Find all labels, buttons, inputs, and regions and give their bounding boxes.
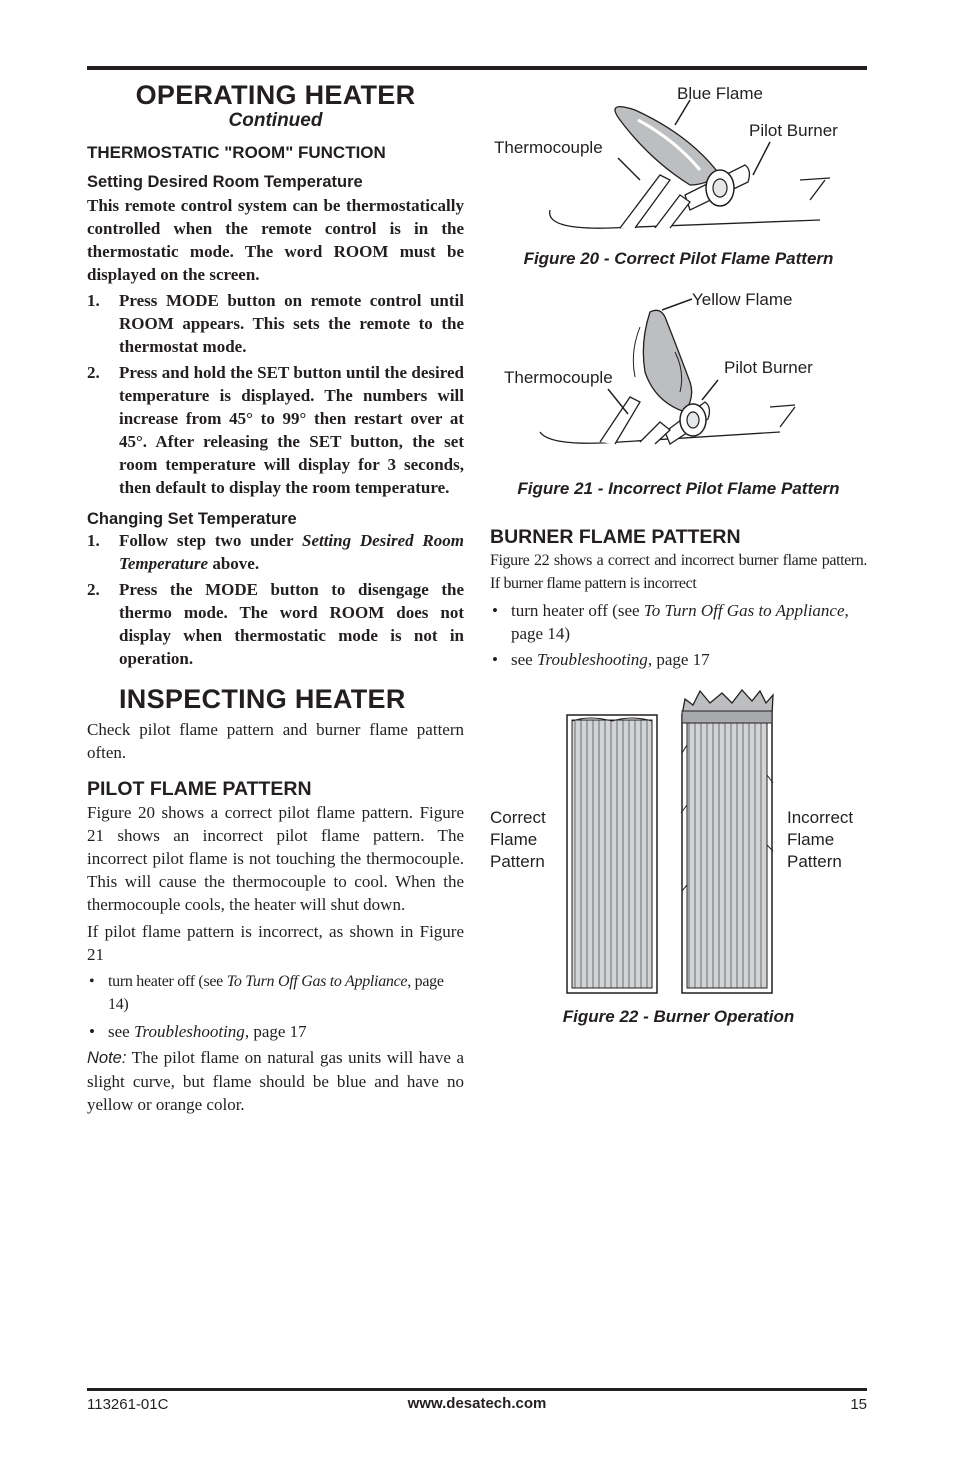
figure-20 xyxy=(490,80,867,280)
label-correct-1: Correct xyxy=(490,808,546,827)
list-item: • turn heater off (see To Turn Off Gas to Appliance, page 14) xyxy=(87,970,464,1016)
pilot-paragraph-1: Figure 20 shows a correct pilot flame pattern. Figure 21 shows an incorrect pilot flame pattern. The incorrect pilot flame is not touching the thermocouple. This will cause the thermocouple to cool. When the thermocouple cools, the heater will shut down. xyxy=(87,803,464,914)
burner-section xyxy=(490,525,867,671)
label-pilot-burner: Pilot Burner xyxy=(749,121,838,140)
thermostatic-heading: THERMOSTATIC "ROOM" FUNCTION xyxy=(87,143,386,162)
label-blue-flame: Blue Flame xyxy=(677,84,763,103)
left-column xyxy=(87,80,464,1116)
doc-number: 113261-01C xyxy=(87,1396,169,1413)
note-paragraph: Note: The pilot flame on natural gas units will have a slight curve, but flame should be blue and have no yellow or orange color. xyxy=(87,1048,464,1114)
list-item: • turn heater off (see To Turn Off Gas to Appliance, page 14) xyxy=(490,599,867,645)
label-yellow-flame: Yellow Flame xyxy=(692,290,793,309)
list-item: 2. Press and hold the SET button until the desired temperature is displayed. The numbers will increase from 45° to 99° then restart over at 45°. After releasing the SET button, the set room temperature will display for 3 seconds, then default to display the room temperature. xyxy=(87,363,464,497)
burner-bullets xyxy=(490,599,867,671)
label-incorrect-1: Incorrect xyxy=(787,808,854,827)
pilot-heading: PILOT FLAME PATTERN xyxy=(87,778,312,800)
list-item: 1. Press MODE button on remote control until ROOM appears. This sets the remote to the thermostat mode. xyxy=(87,291,464,356)
changing-heading: Changing Set Temperature xyxy=(87,510,297,528)
pilot-paragraph-2: If pilot flame pattern is incorrect, as shown in Figure 21 xyxy=(87,922,464,964)
label-correct-2: Flame xyxy=(490,830,538,849)
bottom-rule xyxy=(87,1388,867,1391)
label-incorrect-3: Pattern xyxy=(787,852,842,871)
figure-21-caption: Figure 21 - Incorrect Pilot Flame Pattern xyxy=(517,479,840,498)
figure-21 xyxy=(490,282,867,502)
label-correct-3: Pattern xyxy=(490,852,545,871)
pilot-flame-correct-illustration xyxy=(490,80,867,250)
list-item: • see Troubleshooting, page 17 xyxy=(87,1020,464,1043)
top-rule xyxy=(87,66,867,70)
pilot-bullets xyxy=(87,970,464,1043)
website-link[interactable]: www.desatech.com xyxy=(407,1395,547,1412)
continued-label: Continued xyxy=(228,110,323,131)
label-pilot-burner: Pilot Burner xyxy=(724,358,813,377)
setting-steps xyxy=(87,289,464,499)
note-label: Note: xyxy=(87,1049,127,1067)
burner-heading: BURNER FLAME PATTERN xyxy=(490,526,741,548)
list-item: • see Troubleshooting, page 17 xyxy=(490,648,867,671)
page-number: 15 xyxy=(850,1396,867,1413)
inspecting-intro: Check pilot flame pattern and burner flame pattern often. xyxy=(87,720,464,762)
section-title-operating: OPERATING HEATER xyxy=(135,80,416,110)
label-thermocouple: Thermocouple xyxy=(494,138,603,157)
burner-intro: Figure 22 shows a correct and incorrect burner flame pattern. If burner flame pattern is incorrect xyxy=(490,552,867,592)
label-incorrect-2: Flame xyxy=(787,830,835,849)
figure-22-caption: Figure 22 - Burner Operation xyxy=(562,1007,795,1026)
section-title-inspecting: INSPECTING HEATER xyxy=(119,684,406,714)
thermostatic-intro: This remote control system can be thermostatically controlled when the remote control is in the thermostatic mode. The word ROOM must be displayed on the screen. xyxy=(87,196,464,284)
list-item: 2. Press the MODE button to disengage the thermo mode. The word ROOM does not display when thermostatic mode is not in operation. xyxy=(87,580,464,668)
figure-22 xyxy=(490,685,867,1035)
setting-heading: Setting Desired Room Temperature xyxy=(87,173,363,191)
list-item: 1. Follow step two under Setting Desired Room Temperature above. xyxy=(87,531,464,573)
figure-20-caption: Figure 20 - Correct Pilot Flame Pattern xyxy=(523,249,834,268)
changing-steps xyxy=(87,529,464,670)
label-thermocouple: Thermocouple xyxy=(504,368,613,387)
